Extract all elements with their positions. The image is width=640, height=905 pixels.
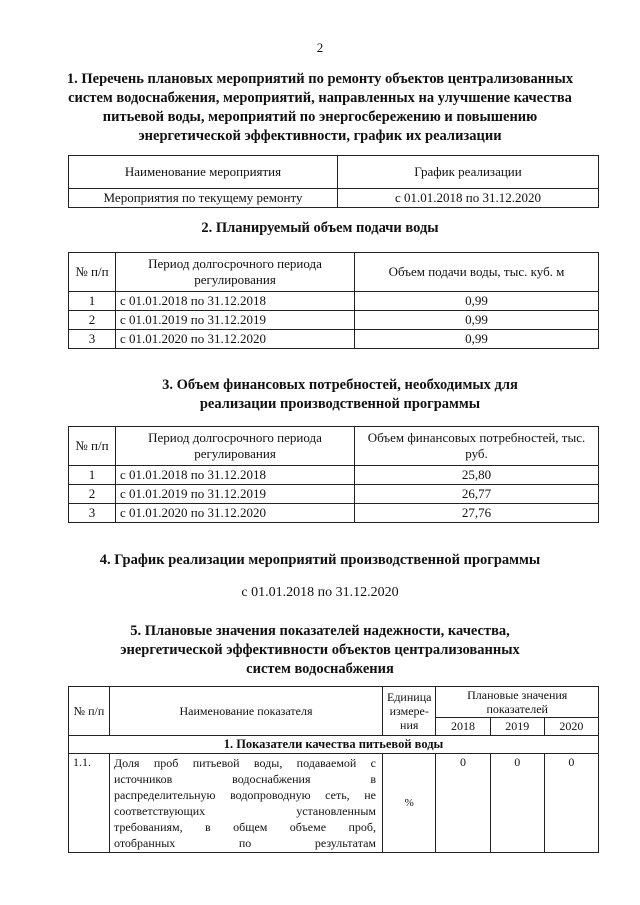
row-value: 0,99 — [355, 311, 599, 330]
indicator-line: соответствующих установленным — [114, 804, 376, 818]
row-value: 26,77 — [355, 485, 599, 504]
table-row — [69, 311, 599, 330]
row-period: с 01.01.2019 по 31.12.2019 — [116, 485, 355, 504]
row-value: 25,80 — [355, 466, 599, 485]
page-number: 2 — [316, 40, 324, 55]
row-num: 2 — [69, 485, 116, 504]
header-finance: Объем финансовых потребностей, тыс. руб. — [355, 427, 599, 466]
activity-name: Мероприятия по текущему ремонту — [69, 189, 338, 208]
row-num: 1.1. — [69, 754, 110, 853]
indicators-table — [68, 686, 599, 853]
group-header-water-quality: 1. Показатели качества питьевой воды — [69, 736, 599, 754]
table-row — [69, 754, 599, 853]
indicator-line: отобранных по результатам — [114, 836, 376, 850]
row-period: с 01.01.2020 по 31.12.2020 — [116, 504, 355, 523]
header-period: Период долгосрочного периода регулирования — [116, 253, 355, 292]
header-unit: Единица измере-ния — [383, 687, 436, 736]
header-period: Период долгосрочного периода регулирования — [116, 427, 355, 466]
section-2-title: 2. Планируемый объем подачи воды — [201, 220, 439, 236]
table-row — [69, 466, 599, 485]
row-num: 1 — [69, 466, 116, 485]
financial-needs-table — [68, 426, 599, 523]
indicator-line: источников водоснабжения в — [114, 772, 376, 786]
row-num: 3 — [69, 504, 116, 523]
header-num: № п/п — [69, 427, 116, 466]
indicator-line: требованиям, в общем объеме проб, — [114, 820, 376, 834]
row-value-2020: 0 — [544, 754, 598, 853]
row-value: 0,99 — [355, 292, 599, 311]
header-volume: Объем подачи воды, тыс. куб. м — [355, 253, 599, 292]
table-row — [69, 292, 599, 311]
year-2018: 2018 — [436, 718, 490, 736]
section-5-title: 5. Плановые значения показателей надежности, качества, энергетической эффективности объектов централизованных систем водоснабжения — [120, 623, 520, 677]
indicator-description — [110, 754, 383, 853]
header-num: № п/п — [69, 253, 116, 292]
indicator-line: Доля проб питьевой воды, подаваемой с — [114, 756, 376, 770]
year-2020: 2020 — [544, 718, 598, 736]
indicator-line: распределительную водопроводную сеть, не — [114, 788, 376, 802]
table-row — [69, 504, 599, 523]
water-supply-table — [68, 252, 599, 349]
row-period: с 01.01.2018 по 31.12.2018 — [116, 292, 355, 311]
header-num: № п/п — [69, 687, 110, 736]
row-num: 1 — [69, 292, 116, 311]
section-1-title: 1. Перечень плановых мероприятий по ремонту объектов централизованных систем водоснабжения, мероприятий, направленных на улучшение качества питьевой воды, мероприятий по энергосбережению и повышению энергетической эффективности, график их реализации — [66, 71, 574, 144]
header-indicator-name: Наименование показателя — [110, 687, 383, 736]
col-header-activity: Наименование мероприятия — [69, 156, 338, 189]
col-header-schedule: График реализации — [338, 156, 599, 189]
header-planned-values: Плановые значения показателей — [436, 687, 599, 718]
row-period: с 01.01.2019 по 31.12.2019 — [116, 311, 355, 330]
row-num: 2 — [69, 311, 116, 330]
row-period: с 01.01.2020 по 31.12.2020 — [116, 330, 355, 349]
schedule-table — [68, 155, 599, 208]
table-row — [69, 330, 599, 349]
row-value-2018: 0 — [436, 754, 490, 853]
year-2019: 2019 — [490, 718, 544, 736]
activity-period: с 01.01.2018 по 31.12.2020 — [338, 189, 599, 208]
row-period: с 01.01.2018 по 31.12.2018 — [116, 466, 355, 485]
section-3-title: 3. Объем финансовых потребностей, необходимых для реализации производственной программы — [162, 377, 518, 412]
section-4-period: с 01.01.2018 по 31.12.2020 — [241, 585, 399, 600]
section-4-title: 4. График реализации мероприятий производственной программы — [99, 552, 541, 568]
row-value: 27,76 — [355, 504, 599, 523]
row-value: 0,99 — [355, 330, 599, 349]
row-value-2019: 0 — [490, 754, 544, 853]
row-unit: % — [383, 754, 436, 853]
row-num: 3 — [69, 330, 116, 349]
table-row — [69, 485, 599, 504]
